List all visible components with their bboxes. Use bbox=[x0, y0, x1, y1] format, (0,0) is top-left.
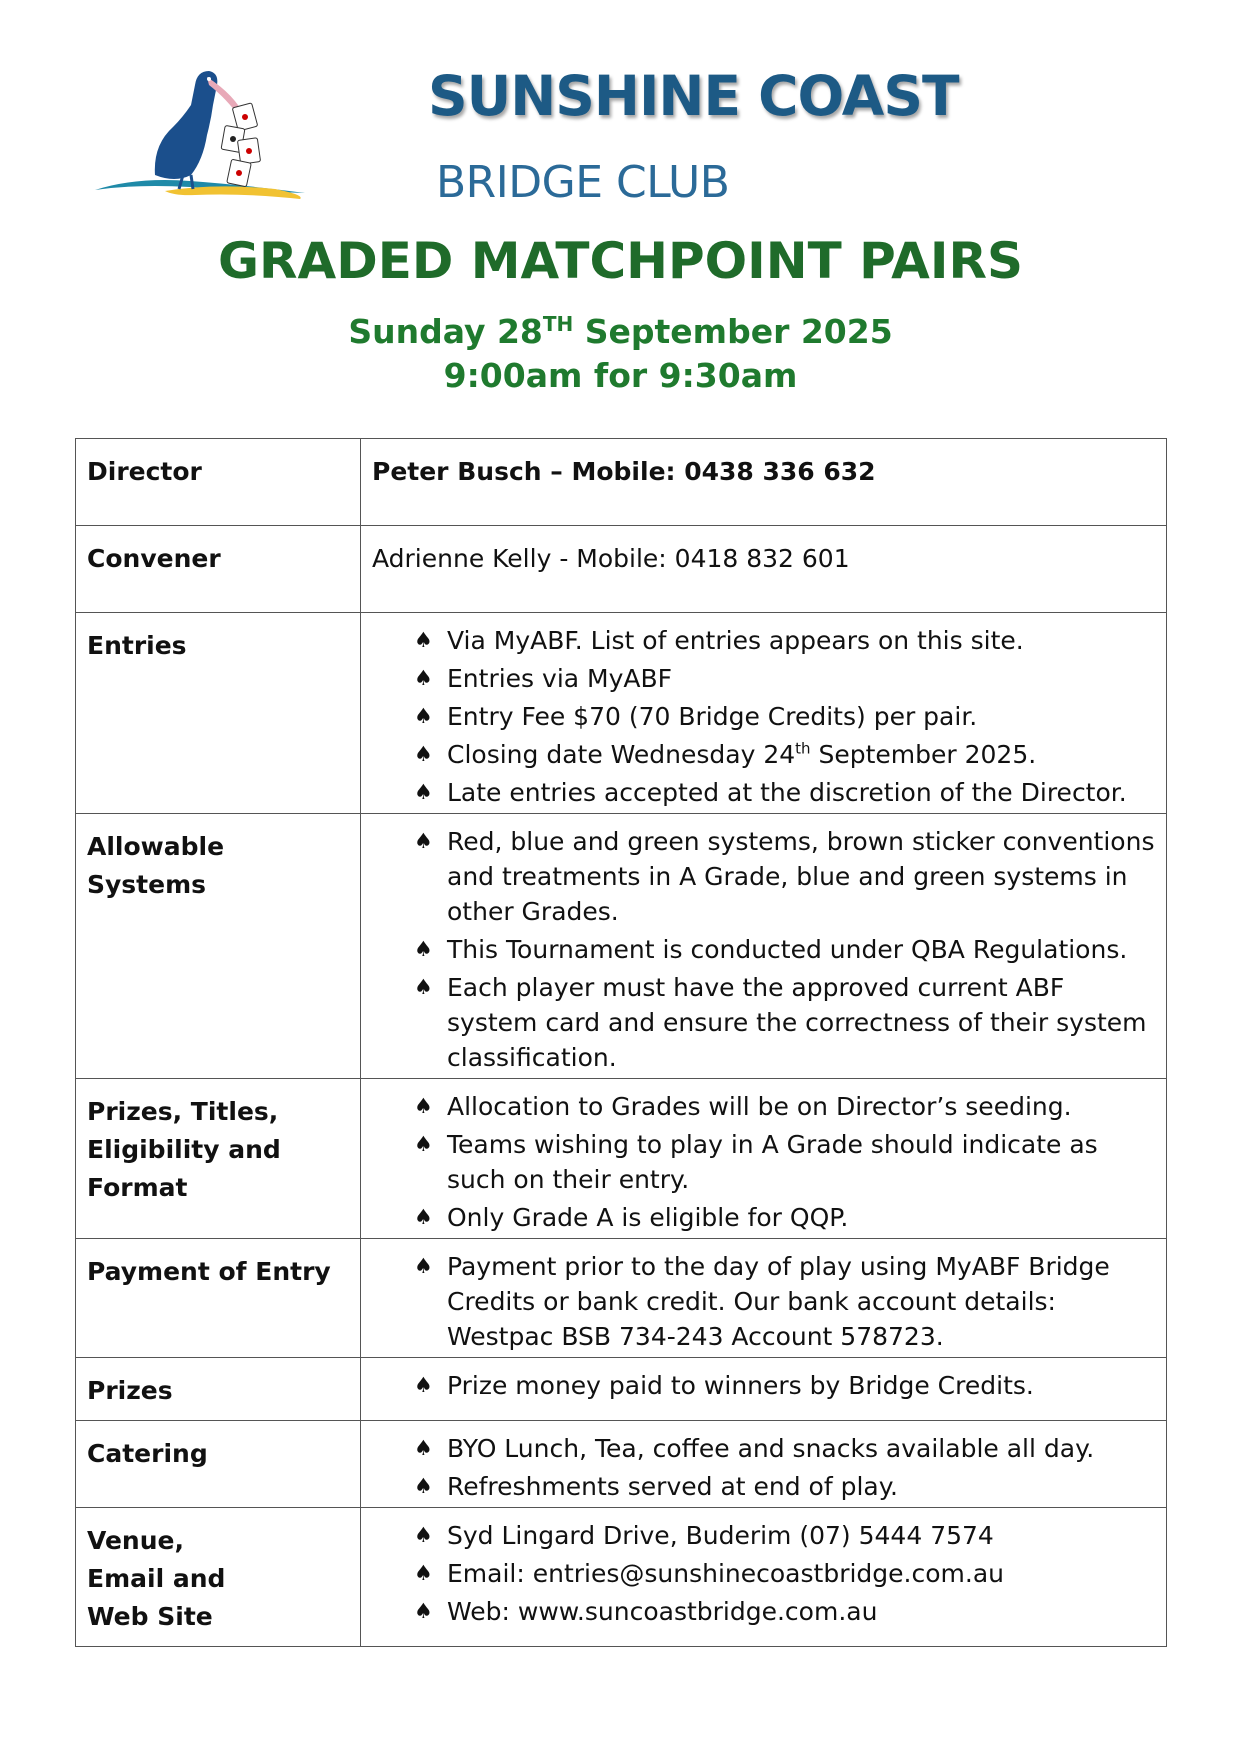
closing-date-suffix: September 2025. bbox=[810, 740, 1037, 769]
closing-date-ordinal: th bbox=[795, 739, 811, 758]
table-row-director bbox=[76, 439, 1167, 526]
list-item-text: Refreshments served at end of play. bbox=[447, 1472, 898, 1501]
payment-list bbox=[372, 1249, 1156, 1354]
list-item-text: Prize money paid to winners by Bridge Credits. bbox=[447, 1371, 1034, 1400]
spade-icon: ♠ bbox=[414, 1599, 433, 1623]
list-item-text: Via MyABF. List of entries appears on this site. bbox=[447, 626, 1024, 655]
table-row-prizes bbox=[76, 1358, 1167, 1421]
entries-label: Entries bbox=[76, 613, 361, 814]
catering-label: Catering bbox=[76, 1421, 361, 1508]
event-date-prefix: Sunday 28 bbox=[348, 312, 543, 351]
spade-icon: ♠ bbox=[414, 1561, 433, 1585]
list-item bbox=[414, 970, 1156, 1075]
list-item-text: Only Grade A is eligible for QQP. bbox=[447, 1203, 849, 1232]
list-item bbox=[414, 775, 1156, 810]
spade-icon: ♠ bbox=[414, 1205, 433, 1229]
prizes-list bbox=[372, 1368, 1156, 1403]
list-item-text: BYO Lunch, Tea, coffee and snacks available all day. bbox=[447, 1434, 1095, 1463]
spade-icon: ♠ bbox=[414, 742, 433, 766]
convener-value: Adrienne Kelly - Mobile: 0418 832 601 bbox=[361, 526, 1167, 613]
table-row-payment bbox=[76, 1239, 1167, 1358]
label-line: Prizes, Titles, bbox=[87, 1097, 279, 1126]
event-time: 9:00am for 9:30am bbox=[443, 356, 798, 395]
prizes-titles-value bbox=[361, 1079, 1167, 1239]
director-value: Peter Busch – Mobile: 0438 336 632 bbox=[361, 439, 1167, 526]
convener-label: Convener bbox=[76, 526, 361, 613]
list-item bbox=[414, 1518, 1156, 1553]
list-item bbox=[414, 932, 1156, 967]
spade-icon: ♠ bbox=[414, 1094, 433, 1118]
pelican-with-cards-logo bbox=[95, 65, 310, 205]
list-item bbox=[414, 1089, 1156, 1124]
spade-icon: ♠ bbox=[414, 1523, 433, 1547]
spade-icon: ♠ bbox=[414, 1254, 433, 1278]
catering-value bbox=[361, 1421, 1167, 1508]
list-item bbox=[414, 661, 1156, 696]
list-item-text: Entry Fee $70 (70 Bridge Credits) per pair. bbox=[447, 702, 978, 731]
list-item-text: Red, blue and green systems, brown sticker conventions and treatments in A Grade, blue and green systems in other Grades. bbox=[447, 827, 1155, 926]
event-date bbox=[0, 312, 1241, 351]
spade-icon: ♠ bbox=[414, 1373, 433, 1397]
spade-icon: ♠ bbox=[414, 666, 433, 690]
spade-icon: ♠ bbox=[414, 1132, 433, 1156]
event-date-ordinal: TH bbox=[542, 312, 574, 336]
spade-icon: ♠ bbox=[414, 937, 433, 961]
label-line: Eligibility and bbox=[87, 1135, 281, 1164]
list-item bbox=[414, 699, 1156, 734]
list-item bbox=[414, 1431, 1156, 1466]
list-item bbox=[414, 737, 1156, 772]
spade-icon: ♠ bbox=[414, 704, 433, 728]
club-name-line2: BRIDGE CLUB bbox=[436, 157, 730, 208]
catering-list bbox=[372, 1431, 1156, 1504]
list-item bbox=[414, 1556, 1156, 1591]
spade-icon: ♠ bbox=[414, 1436, 433, 1460]
entries-list bbox=[372, 623, 1156, 810]
table-row-entries bbox=[76, 613, 1167, 814]
venue-email: Email: entries@sunshinecoastbridge.com.au bbox=[447, 1559, 1004, 1588]
prizes-titles-label bbox=[76, 1079, 361, 1239]
spade-icon: ♠ bbox=[414, 829, 433, 853]
entries-value bbox=[361, 613, 1167, 814]
venue-website: Web: www.suncoastbridge.com.au bbox=[447, 1597, 878, 1626]
venue-value bbox=[361, 1508, 1167, 1647]
closing-date-prefix: Closing date Wednesday 24 bbox=[447, 740, 796, 769]
label-line: Email and bbox=[87, 1564, 226, 1593]
venue-address: Syd Lingard Drive, Buderim (07) 5444 7574 bbox=[447, 1521, 994, 1550]
payment-value bbox=[361, 1239, 1167, 1358]
table-row-convener bbox=[76, 526, 1167, 613]
label-line: Format bbox=[87, 1173, 188, 1202]
event-date-suffix: September 2025 bbox=[573, 312, 893, 351]
director-label: Director bbox=[76, 439, 361, 526]
systems-value bbox=[361, 814, 1167, 1079]
table-row-prizes-titles bbox=[76, 1079, 1167, 1239]
spade-icon: ♠ bbox=[414, 1474, 433, 1498]
label-line: Venue, bbox=[87, 1526, 184, 1555]
list-item bbox=[414, 1368, 1156, 1403]
list-item bbox=[414, 824, 1156, 929]
list-item bbox=[414, 1200, 1156, 1235]
list-item-text: Teams wishing to play in A Grade should indicate as such on their entry. bbox=[447, 1130, 1098, 1194]
club-name-line1: SUNSHINE COAST bbox=[428, 64, 959, 128]
list-item bbox=[414, 1127, 1156, 1197]
systems-list bbox=[372, 824, 1156, 1075]
list-item-text: Each player must have the approved current ABF system card and ensure the correctness of their system classification. bbox=[447, 973, 1147, 1072]
list-item bbox=[414, 1469, 1156, 1504]
table-row-systems bbox=[76, 814, 1167, 1079]
venue-list bbox=[372, 1518, 1156, 1629]
systems-label: Allowable Systems bbox=[76, 814, 361, 1079]
list-item bbox=[414, 1249, 1156, 1354]
list-item-text: Allocation to Grades will be on Director’s seeding. bbox=[447, 1092, 1072, 1121]
label-line: Web Site bbox=[87, 1602, 213, 1631]
prizes-label: Prizes bbox=[76, 1358, 361, 1421]
table-row-catering bbox=[76, 1421, 1167, 1508]
list-item-text: Entries via MyABF bbox=[447, 664, 673, 693]
payment-label: Payment of Entry bbox=[76, 1239, 361, 1358]
list-item bbox=[414, 623, 1156, 658]
table-row-venue bbox=[76, 1508, 1167, 1647]
list-item bbox=[414, 1594, 1156, 1629]
prizes-titles-list bbox=[372, 1089, 1156, 1235]
venue-label bbox=[76, 1508, 361, 1647]
event-details-table bbox=[75, 438, 1167, 1647]
spade-icon: ♠ bbox=[414, 628, 433, 652]
list-item-text: This Tournament is conducted under QBA Regulations. bbox=[447, 935, 1128, 964]
list-item-text: Payment prior to the day of play using MyABF Bridge Credits or bank credit. Our bank account details: Westpac BSB 734-243 Account 578723. bbox=[447, 1252, 1110, 1351]
list-item-text: Late entries accepted at the discretion of the Director. bbox=[447, 778, 1127, 807]
spade-icon: ♠ bbox=[414, 975, 433, 999]
spade-icon: ♠ bbox=[414, 780, 433, 804]
prizes-value bbox=[361, 1358, 1167, 1421]
event-title: GRADED MATCHPOINT PAIRS bbox=[217, 232, 1023, 290]
